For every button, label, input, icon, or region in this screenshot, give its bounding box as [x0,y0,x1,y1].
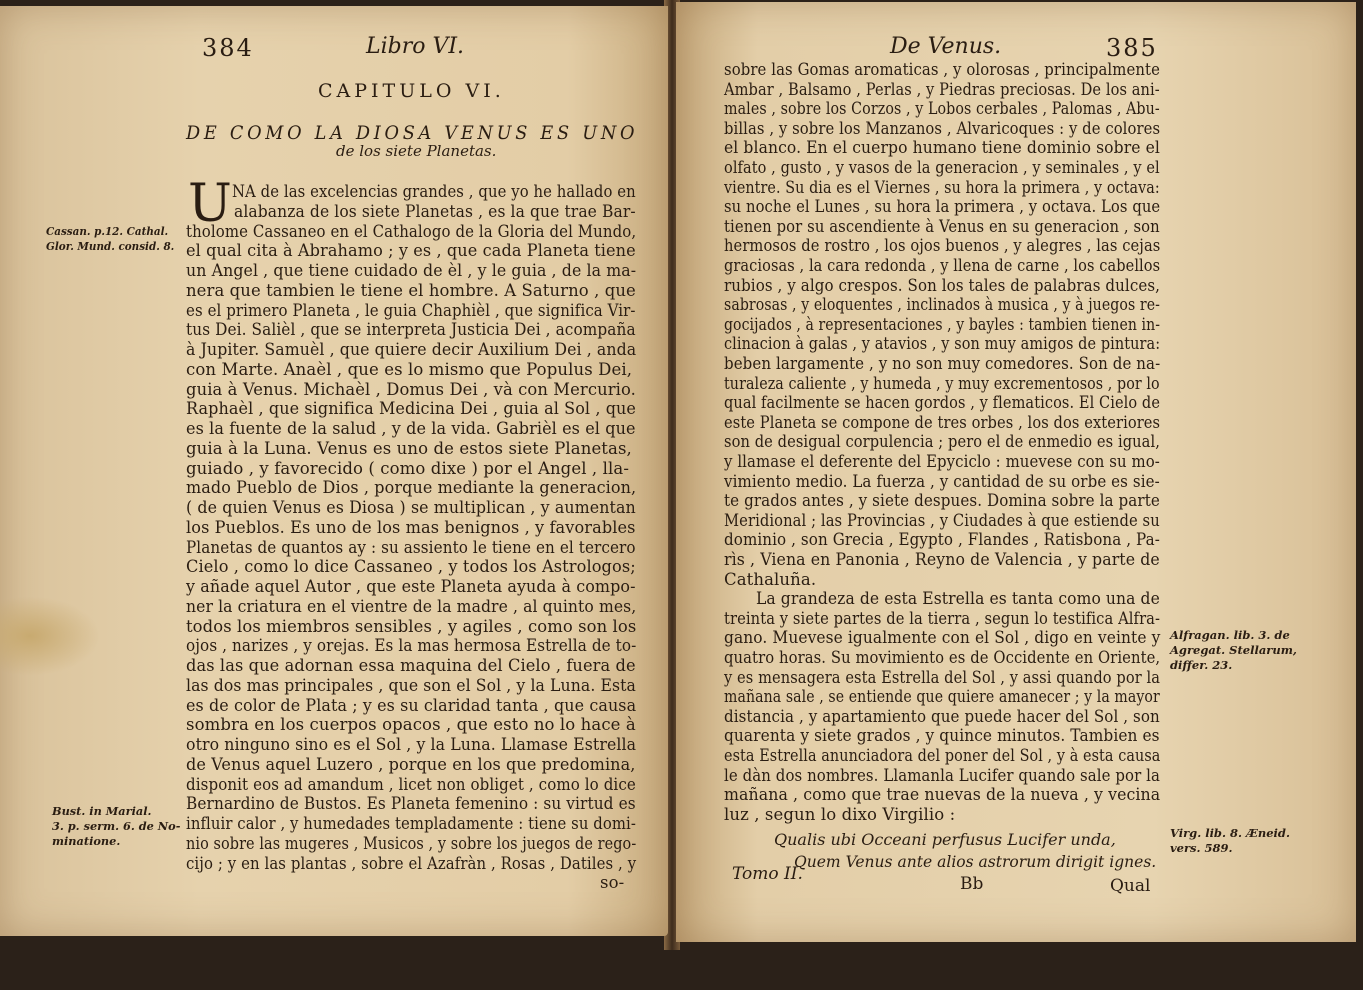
text-line: le dàn dos nombres. Llamanla Lucifer quando sale por la [724,765,1161,785]
text-line: los Pueblos. Es uno de los mas benignos , y favorables [186,517,636,537]
left-page [0,6,668,936]
text-line: vimiento medio. La fuerza , y cantidad de su orbe es sie- [724,471,1160,491]
text-line: y llamase el deferente del Epyciclo : muevese con su mo- [724,452,1160,471]
text-line: es la fuente de la salud , y de la vida. Gabrièl es el que [186,419,636,438]
text-line: olfato , gusto , y vasos de la generacion , y seminales , y el [724,158,1160,177]
catchword: Qual [1110,876,1151,896]
text-line: el blanco. En el cuerpo humano tiene dominio sobre el [724,138,1160,158]
text-line: todos los miembros sensibles , y agiles , como son los [186,616,637,636]
text-line: distancia , y apartamiento que puede hacer del Sol , son [724,706,1160,726]
text-line: ( de quien Venus es Diosa ) se multiplican , y aumentan [186,498,636,517]
text-line: graciosas , la cara redonda , y llena de carne , los cabellos [724,256,1161,275]
text-line: disponit eos ad amandum , licet non obliget , como lo dice [186,774,636,794]
paper-stain [0,596,100,676]
verse-line-2: Quem Venus ante alios astrorum dirigit ignes. [794,852,1157,871]
text-line: gano. Muevese igualmente con el Sol , digo en veinte y [724,628,1161,648]
page-number-left: 384 [202,34,254,62]
text-line: sobre las Gomas aromaticas , y olorosas , principalmente [724,60,1160,79]
text-line: rìs , Viena en Panonia , Reyno de Valencia , y parte de [724,550,1160,569]
text-line: guia à Venus. Michaèl , Domus Dei , và con Mercurio. [186,379,636,399]
text-line: males , sobre los Corzos , y Lobos cerbales , Palomas , Abu- [724,99,1160,119]
text-line: turaleza caliente , y humeda , y muy excrementosos , por lo [724,373,1160,393]
running-head-right: De Venus. [890,34,1002,59]
text-line: quatro horas. Su movimiento es de Occidente en Oriente, [724,648,1161,667]
text-line: NA de las excelencias grandes , que yo he hallado en [232,182,636,201]
drop-cap: U [188,174,232,234]
page-number-right: 385 [1106,34,1158,62]
text-line: Raphaèl , que significa Medicina Dei , guia al Sol , que [186,399,636,419]
text-line: qual facilmente se hacen gordos , y flematicos. El Cielo de [724,393,1161,413]
text-line: este Planeta se compone de tres orbes , los dos exteriores [724,412,1161,432]
text-line: sabrosas , y eloquentes , inclinados à musica , y à juegos re- [724,295,1160,315]
text-line: el qual cita à Abrahamo ; y es , que cada Planeta tiene [186,241,636,261]
text-line: clinacion à galas , y atavios , y son muy amigos de pintura: [724,334,1161,354]
margin-note-virgil: Virg. lib. 8. Æneid. vers. 589. [1170,826,1290,855]
text-line: mañana sale , se entiende que quiere amanecer ; y la mayor [724,687,1160,707]
chapter-subtitle: de los siete Planetas. [336,142,497,160]
text-line: mado Pueblo de Dios , porque mediante la generacion, [186,478,637,498]
text-line: te grados antes , y siete despues. Domina sobre la parte [724,491,1160,511]
text-line: ojos , narizes , y orejas. Es la mas hermosa Estrella de to- [186,636,637,656]
text-line: dominio , son Grecia , Egypto , Flandes , Ratisbona , Pa- [724,530,1160,550]
text-line: alabanza de los siete Planetas , es la que trae Bar- [234,201,636,221]
text-line: y añade aquel Autor , que este Planeta ayuda à compo- [186,577,636,596]
chapter-heading: CAPITULO VI. [318,80,505,102]
text-line: y es mensagera esta Estrella del Sol , y assi quando por la [724,667,1161,687]
text-line: hermosos de rostro , los ojos buenos , y alegres , las cejas [724,236,1161,256]
text-line: Planetas de quantos ay : su assiento le tiene en el tercero [186,537,636,557]
text-line: es el primero Planeta , le guia Chaphièl , que significa Vir- [186,300,636,320]
margin-note-bustos: Bust. in Marial. 3. p. serm. 6. de No- minatione. [52,804,181,848]
text-line: las dos mas principales , que son el Sol , y la Luna. Esta [186,675,636,695]
text-line: cijo ; y en las plantas , sobre el Azafràn , Rosas , Datiles , y [186,853,637,873]
text-line: gocijados , à representaciones , y bayles : tambien tienen in- [724,314,1161,334]
volume-label: Tomo II. [732,864,803,884]
text-line: luz , segun lo dixo Virgilio : [724,804,956,824]
text-line: vientre. Su dia es el Viernes , su hora la primera , y octava: [724,177,1160,197]
running-head-left: Libro VI. [366,34,465,59]
text-line: esta Estrella anunciadora del poner del Sol , y à esta causa [724,746,1161,765]
text-line: à Jupiter. Samuèl , que quiere decir Auxilium Dei , anda [186,340,637,359]
text-line: nera que tambien le tiene el hombre. A Saturno , que [186,280,636,300]
text-line: es de color de Plata ; y es su claridad tanta , que causa [186,695,637,715]
text-line: das las que adornan essa maquina del Cielo , fuera de [186,656,636,675]
text-line: de Venus aquel Luzero , porque en los que predomina, [186,754,636,774]
text-line: guia à la Luna. Venus es uno de estos siete Planetas, [186,438,632,458]
text-line: Bernardino de Bustos. Es Planeta femenino : su virtud es [186,794,636,814]
text-line: La grandeza de esta Estrella es tanta como una de [756,589,1160,609]
text-line: son de desigual corpulencia ; pero el de enmedio es igual, [724,432,1160,452]
text-line: beben largamente , y no son muy comedores. Son de na- [724,354,1161,373]
text-line: nio sobre las mugeres , Musicos , y sobre los juegos de rego- [186,833,637,853]
verse-line-1: Qualis ubi Occeani perfusus Lucifer unda, [774,830,1116,849]
text-line: Cathaluña. [724,569,817,589]
text-line: billas , y sobre los Manzanos , Alvaricoques : y de colores [724,118,1161,138]
margin-note-alfragan: Alfragan. lib. 3. de Agregat. Stellarum, differ. 23. [1170,628,1297,672]
text-line: otro ninguno sino es el Sol , y la Luna. Llamase Estrella [186,735,637,754]
margin-note-cassaneo: Cassan. p.12. Cathal. Glor. Mund. consid. 8. [46,224,175,253]
text-line: Cielo , como lo dice Cassaneo , y todos los Astrologos; [186,557,636,577]
text-line: so- [600,873,625,893]
text-line: influir calor , y humedades templadamente : tiene su domi- [186,814,636,833]
text-line: tienen por su ascendiente à Venus en su generacion , son [724,216,1160,236]
text-line: con Marte. Anaèl , que es lo mismo que Populus Dei, [186,359,633,379]
signature-mark: Bb [960,874,984,894]
text-line: quarenta y siete grados , y quince minutos. Tambien es [724,726,1160,746]
text-line: tus Dei. Salièl , que se interpreta Justicia Dei , acompaña [186,320,636,340]
text-line: rubios , y algo crespos. Son los tales de palabras dulces, [724,275,1161,295]
text-line: tholome Cassaneo en el Cathalogo de la Gloria del Mundo, [186,221,637,241]
text-line: Meridional ; las Provincias , y Ciudades à que estiende su [724,510,1160,530]
text-line: guiado , y favorecido ( como dixe ) por el Angel , lla- [186,458,629,478]
text-line: ner la criatura en el vientre de la madre , al quinto mes, [186,596,637,616]
text-line: treinta y siete partes de la tierra , segun lo testifica Alfra- [724,608,1161,628]
text-line: Ambar , Balsamo , Perlas , y Piedras preciosas. De los ani- [724,79,1160,99]
text-line: un Angel , que tiene cuidado de èl , y le guia , de la ma- [186,261,637,280]
text-line: sombra en los cuerpos opacos , que esto no lo hace à [186,715,636,735]
right-page [676,2,1356,942]
text-line: mañana , como que trae nuevas de la nueva , y vecina [724,785,1161,805]
text-line: su noche el Lunes , su hora la primera , y octava. Los que [724,197,1161,217]
chapter-title: DE COMO LA DIOSA VENUS ES UNO [186,122,639,144]
